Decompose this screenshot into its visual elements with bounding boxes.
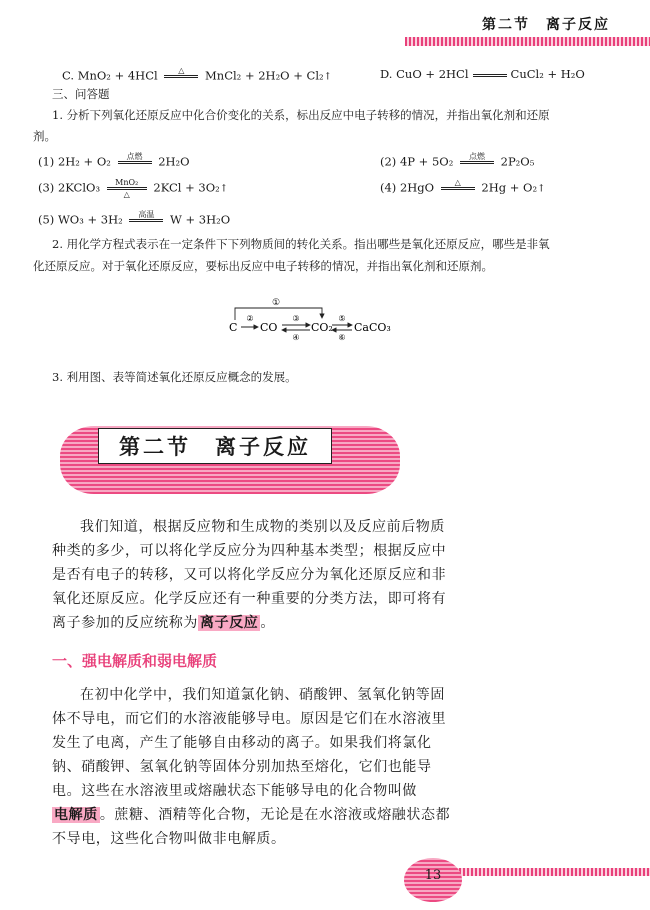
reaction-1: (1) 2H₂ + O₂ 点燃 2H₂O	[38, 152, 190, 169]
term-electrolyte: 电解质	[54, 807, 98, 823]
species-co: CO	[260, 321, 278, 334]
label-3: ③	[292, 314, 300, 323]
gas-arrow-icon: ↑	[219, 183, 229, 195]
gas-arrow-icon: ↑	[323, 71, 333, 83]
question-1-cont: 剂。	[33, 129, 56, 143]
gas-arrow-icon: ↑	[537, 183, 546, 195]
question-3: 3. 利用图、表等简述氧化还原反应概念的发展。	[52, 370, 297, 384]
conversion-scheme	[226, 294, 406, 350]
reaction-3: (3) 2KClO₃ $\frac{\text{MnO₂}}{\triangle}$ 2KCl + 3O₂↑	[38, 178, 229, 199]
label-5: ⑤	[338, 314, 346, 323]
page-number: 13	[424, 868, 442, 883]
equation-d: D. CuO + 2HCl CuCl₂ + H₂O	[380, 67, 585, 81]
intro-paragraph: 我们知道，根据反应物和生成物的类别以及反应前后物质 种类的多少，可以将化学反应分为四种基本类型；根据反应中 是否有电子的转移，又可以将化学反应分为氧化还原反应和非 氧化还原反应。化学反应还有一种重要的分类方法，即可将有 离子参加的反应统称为 离子反应 。	[52, 519, 447, 631]
label-1: ①	[271, 298, 281, 308]
species-c: C	[229, 321, 238, 334]
equation-c: C. MnO₂ + 4HCl △ MnCl₂ + 2H₂O + Cl₂↑	[62, 66, 333, 83]
reaction-2: (2) 4P + 5O₂ 点燃 2P₂O₅	[380, 152, 535, 169]
reaction-4: (4) 2HgO △ 2Hg + O₂↑	[380, 178, 546, 195]
label-4: ④	[292, 333, 300, 342]
section3-heading: 三、问答题	[52, 87, 110, 101]
question-2-cont: 化还原反应。对于氧化还原反应，要标出反应中电子转移的情况，并指出氧化剂和还原剂。	[33, 259, 493, 273]
species-caco3: CaCO₃	[354, 321, 391, 334]
running-header-title: 第二节 离子反应	[482, 17, 610, 33]
species-co2: CO₂	[311, 321, 333, 334]
section1-heading: 一、强电解质和弱电解质	[52, 652, 218, 670]
label-6: ⑥	[338, 333, 346, 342]
footer-stripe	[455, 868, 650, 876]
question-1: 1. 分析下列氧化还原反应中化合价变化的关系，标出反应中电子转移的情况，并指出氧化剂和还原	[52, 108, 550, 122]
term-ionic-reaction: 离子反应	[200, 615, 259, 631]
reaction-5: (5) WO₃ + 3H₂ 高温 W + 3H₂O	[38, 210, 231, 227]
section-title: 第二节 离子反应	[98, 428, 332, 464]
label-2: ②	[246, 314, 254, 323]
header-stripe	[405, 37, 650, 46]
question-2: 2. 用化学方程式表示在一定条件下下列物质间的转化关系。指出哪些是氧化还原反应，哪些是非氧	[52, 237, 550, 251]
electrolyte-paragraph: 在初中化学中，我们知道氯化钠、硝酸钾、氢氧化钠等固 体不导电，而它们的水溶液能够导电。原因是它们在水溶液里 发生了电离，产生了能够自由移动的离子。如果我们将氯化 钠、硝酸钾、氢氧化钠等固体分别加热至熔化，它们也能导 电。这些在水溶液里或熔融状态下能够导电的化合物叫做 电解质 。蔗糖、酒精等化合物，无论是在水溶液或熔融状态都 不导电，这些化合物叫做非电解质。	[52, 687, 451, 847]
